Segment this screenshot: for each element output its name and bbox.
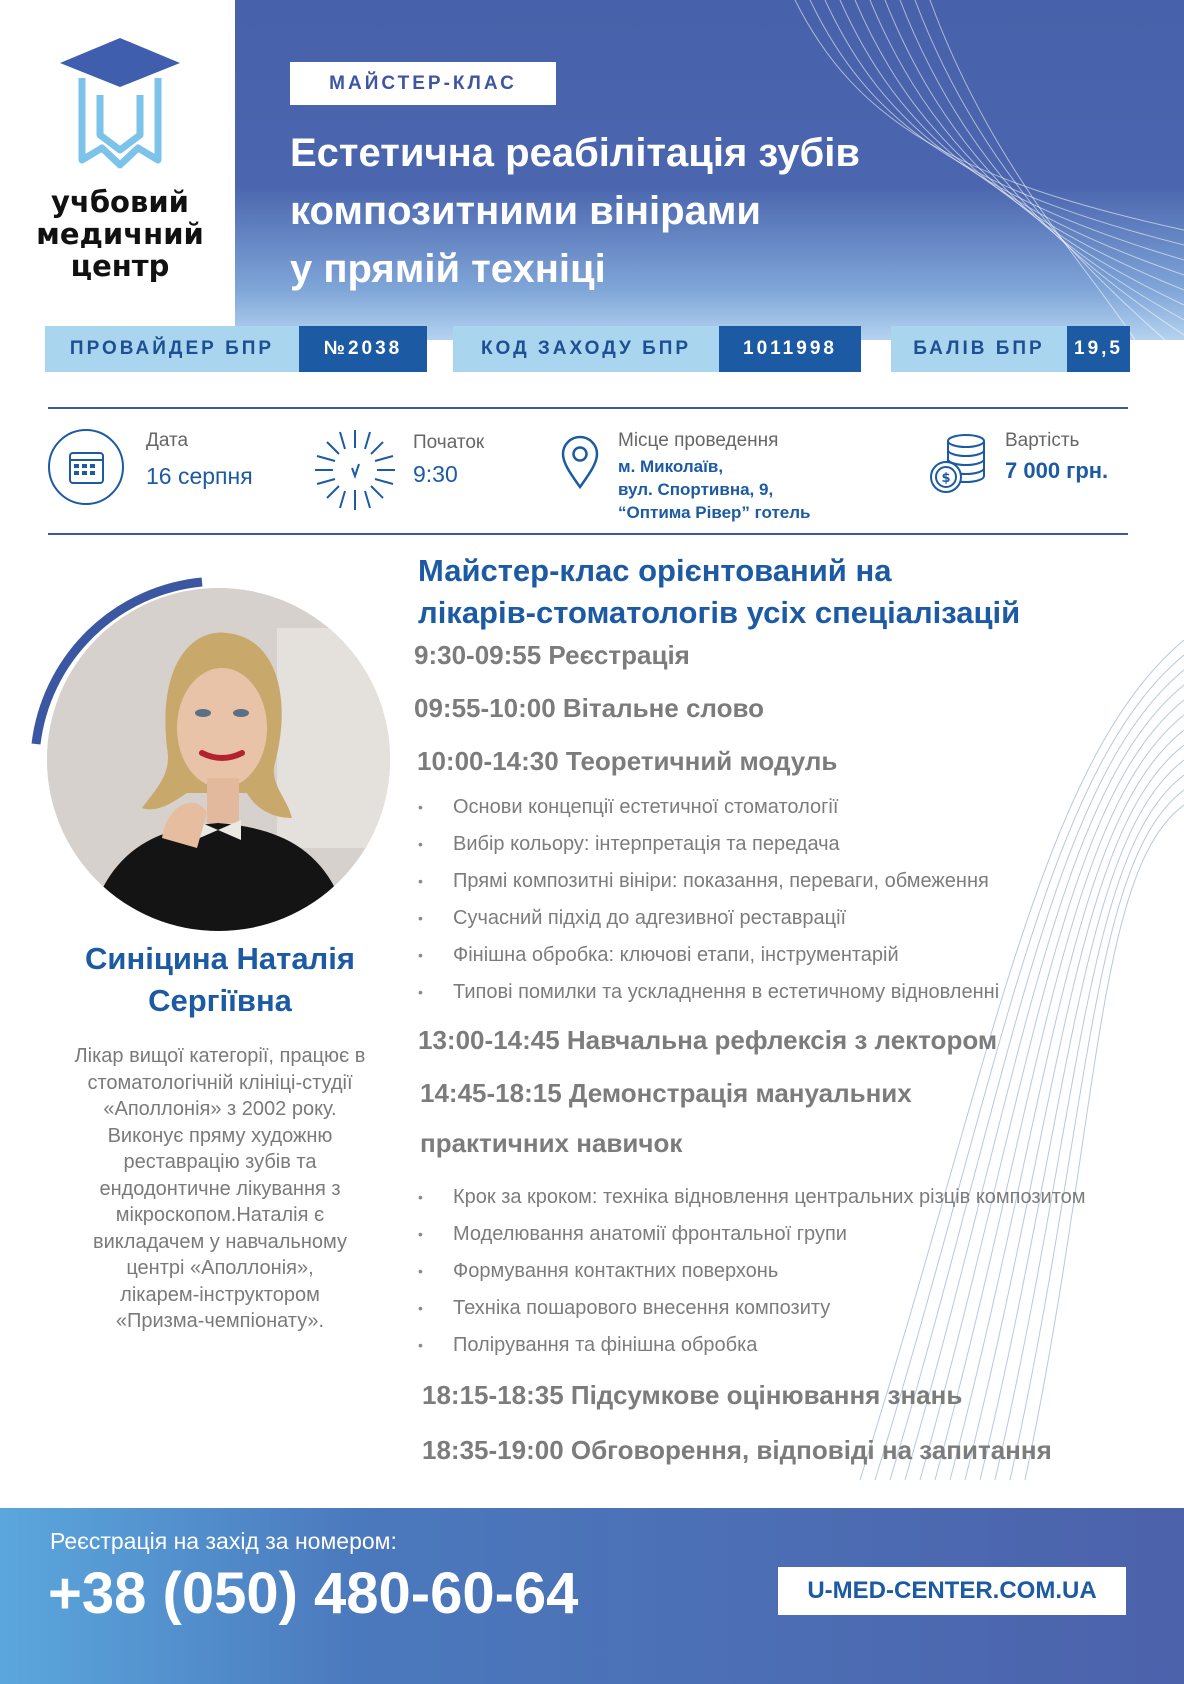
- clock-icon: [315, 428, 395, 513]
- schedule-item: 18:15-18:35 Підсумкове оцінювання знань: [422, 1380, 963, 1410]
- bullet: •: [418, 799, 423, 815]
- bullet: •: [418, 836, 423, 852]
- date-value: 16 серпня: [146, 463, 253, 489]
- event-type-badge: МАЙСТЕР-КЛАС: [290, 62, 556, 105]
- date-label: Дата: [146, 430, 189, 451]
- bullet: •: [418, 910, 423, 926]
- practice-item: Формування контактних поверхонь: [453, 1260, 779, 1282]
- bullet: •: [418, 1337, 423, 1353]
- graduation-cap-icon: [0, 0, 235, 190]
- bpr-points-label: БАЛІВ БПР: [891, 326, 1067, 372]
- schedule-item: 10:00-14:30 Теоретичний модуль: [417, 746, 838, 776]
- start-label: Початок: [413, 432, 485, 453]
- price-value: 7 000 грн.: [1005, 458, 1109, 483]
- bullet: •: [418, 1263, 423, 1279]
- phone-number[interactable]: +38 (050) 480-60-64: [48, 1561, 579, 1626]
- divider: [48, 407, 1128, 409]
- bpr-provider-value: №2038: [299, 326, 427, 372]
- place-label: Місце проведення: [618, 430, 779, 451]
- price-label: Вартість: [1005, 430, 1080, 451]
- bpr-points: [891, 326, 1130, 372]
- schedule-item: 13:00-14:45 Навчальна рефлексія з лектором: [418, 1025, 998, 1055]
- place-value: м. Миколаїв, вул. Спортивна, 9, “Оптима Рівер” готель: [618, 457, 811, 522]
- start-value: 9:30: [413, 461, 458, 487]
- theory-item: Типові помилки та ускладнення в естетичному відновленні: [453, 981, 1000, 1003]
- registration-label: Реєстрація на захід за номером:: [50, 1528, 397, 1554]
- schedule-item: 14:45-18:15 Демонстрація мануальних: [420, 1078, 912, 1108]
- logo: [0, 0, 235, 320]
- bullet: •: [418, 984, 423, 1000]
- theory-item: Фінішна обробка: ключові етапи, інструментарій: [453, 944, 899, 966]
- location-pin-icon: [560, 435, 600, 490]
- theory-item: Сучасний підхід до адгезивної реставрації: [453, 907, 847, 929]
- bpr-provider: [45, 326, 427, 372]
- speaker-bio: Лікар вищої категорії, працює в стоматологічній клініці-студії «Аполлонія» з 2002 року. Виконує пряму художню реставрацію зубів та ендодонтичне лікування з мікроскопом.Наталія є викладачем у навчальному центрі «Аполлонія», лікарем-інструктором «Призма-чемпіонату».: [74, 1045, 366, 1332]
- bpr-provider-label: ПРОВАЙДЕР БПР: [45, 326, 299, 372]
- bullet: •: [418, 1189, 423, 1205]
- schedule-item: 09:55-10:00 Вітальне слово: [414, 693, 764, 723]
- divider: [48, 533, 1128, 535]
- schedule-item: 9:30-09:55 Реєстрація: [414, 640, 690, 670]
- theory-item: Вибір кольору: інтерпретація та передача: [453, 833, 840, 855]
- schedule-item: 18:35-19:00 Обговорення, відповіді на запитання: [422, 1435, 1052, 1465]
- event-title: Естетична реабілітація зубів композитними вінірами у прямій техніці: [290, 131, 860, 291]
- bpr-code-value: 1011998: [719, 326, 861, 372]
- bpr-points-value: 19,5: [1067, 326, 1130, 372]
- bullet: •: [418, 947, 423, 963]
- bullet: •: [418, 873, 423, 889]
- practice-item: Техніка пошарового внесення композиту: [453, 1297, 831, 1319]
- theory-item: Прямі композитні вініри: показання, переваги, обмеження: [453, 870, 989, 892]
- bullet: •: [418, 1226, 423, 1242]
- practice-item: Полірування та фінішна обробка: [453, 1334, 758, 1356]
- bpr-code: [453, 326, 861, 372]
- coins-icon: [928, 432, 988, 497]
- speaker-photo: [47, 588, 390, 931]
- logo-text: учбовий медичний центр: [36, 185, 204, 283]
- website-link[interactable]: U-MED-CENTER.COM.UA: [778, 1567, 1126, 1615]
- bpr-code-label: КОД ЗАХОДУ БПР: [453, 326, 719, 372]
- speaker-portrait: [47, 588, 390, 931]
- calendar-icon: [47, 428, 127, 508]
- practice-item: Крок за кроком: техніка відновлення центральних різців композитом: [453, 1186, 1086, 1208]
- schedule-item: практичних навичок: [420, 1128, 683, 1158]
- svg-text:$: $: [941, 471, 951, 486]
- program-heading: Майстер-клас орієнтований на лікарів-стоматологів усіх спеціалізацій: [418, 553, 1021, 630]
- bullet: •: [418, 1300, 423, 1316]
- speaker-name: Синіцина Наталія Сергіївна: [85, 941, 355, 1018]
- practice-item: Моделювання анатомії фронтальної групи: [453, 1223, 847, 1245]
- theory-item: Основи концепції естетичної стоматології: [453, 796, 839, 818]
